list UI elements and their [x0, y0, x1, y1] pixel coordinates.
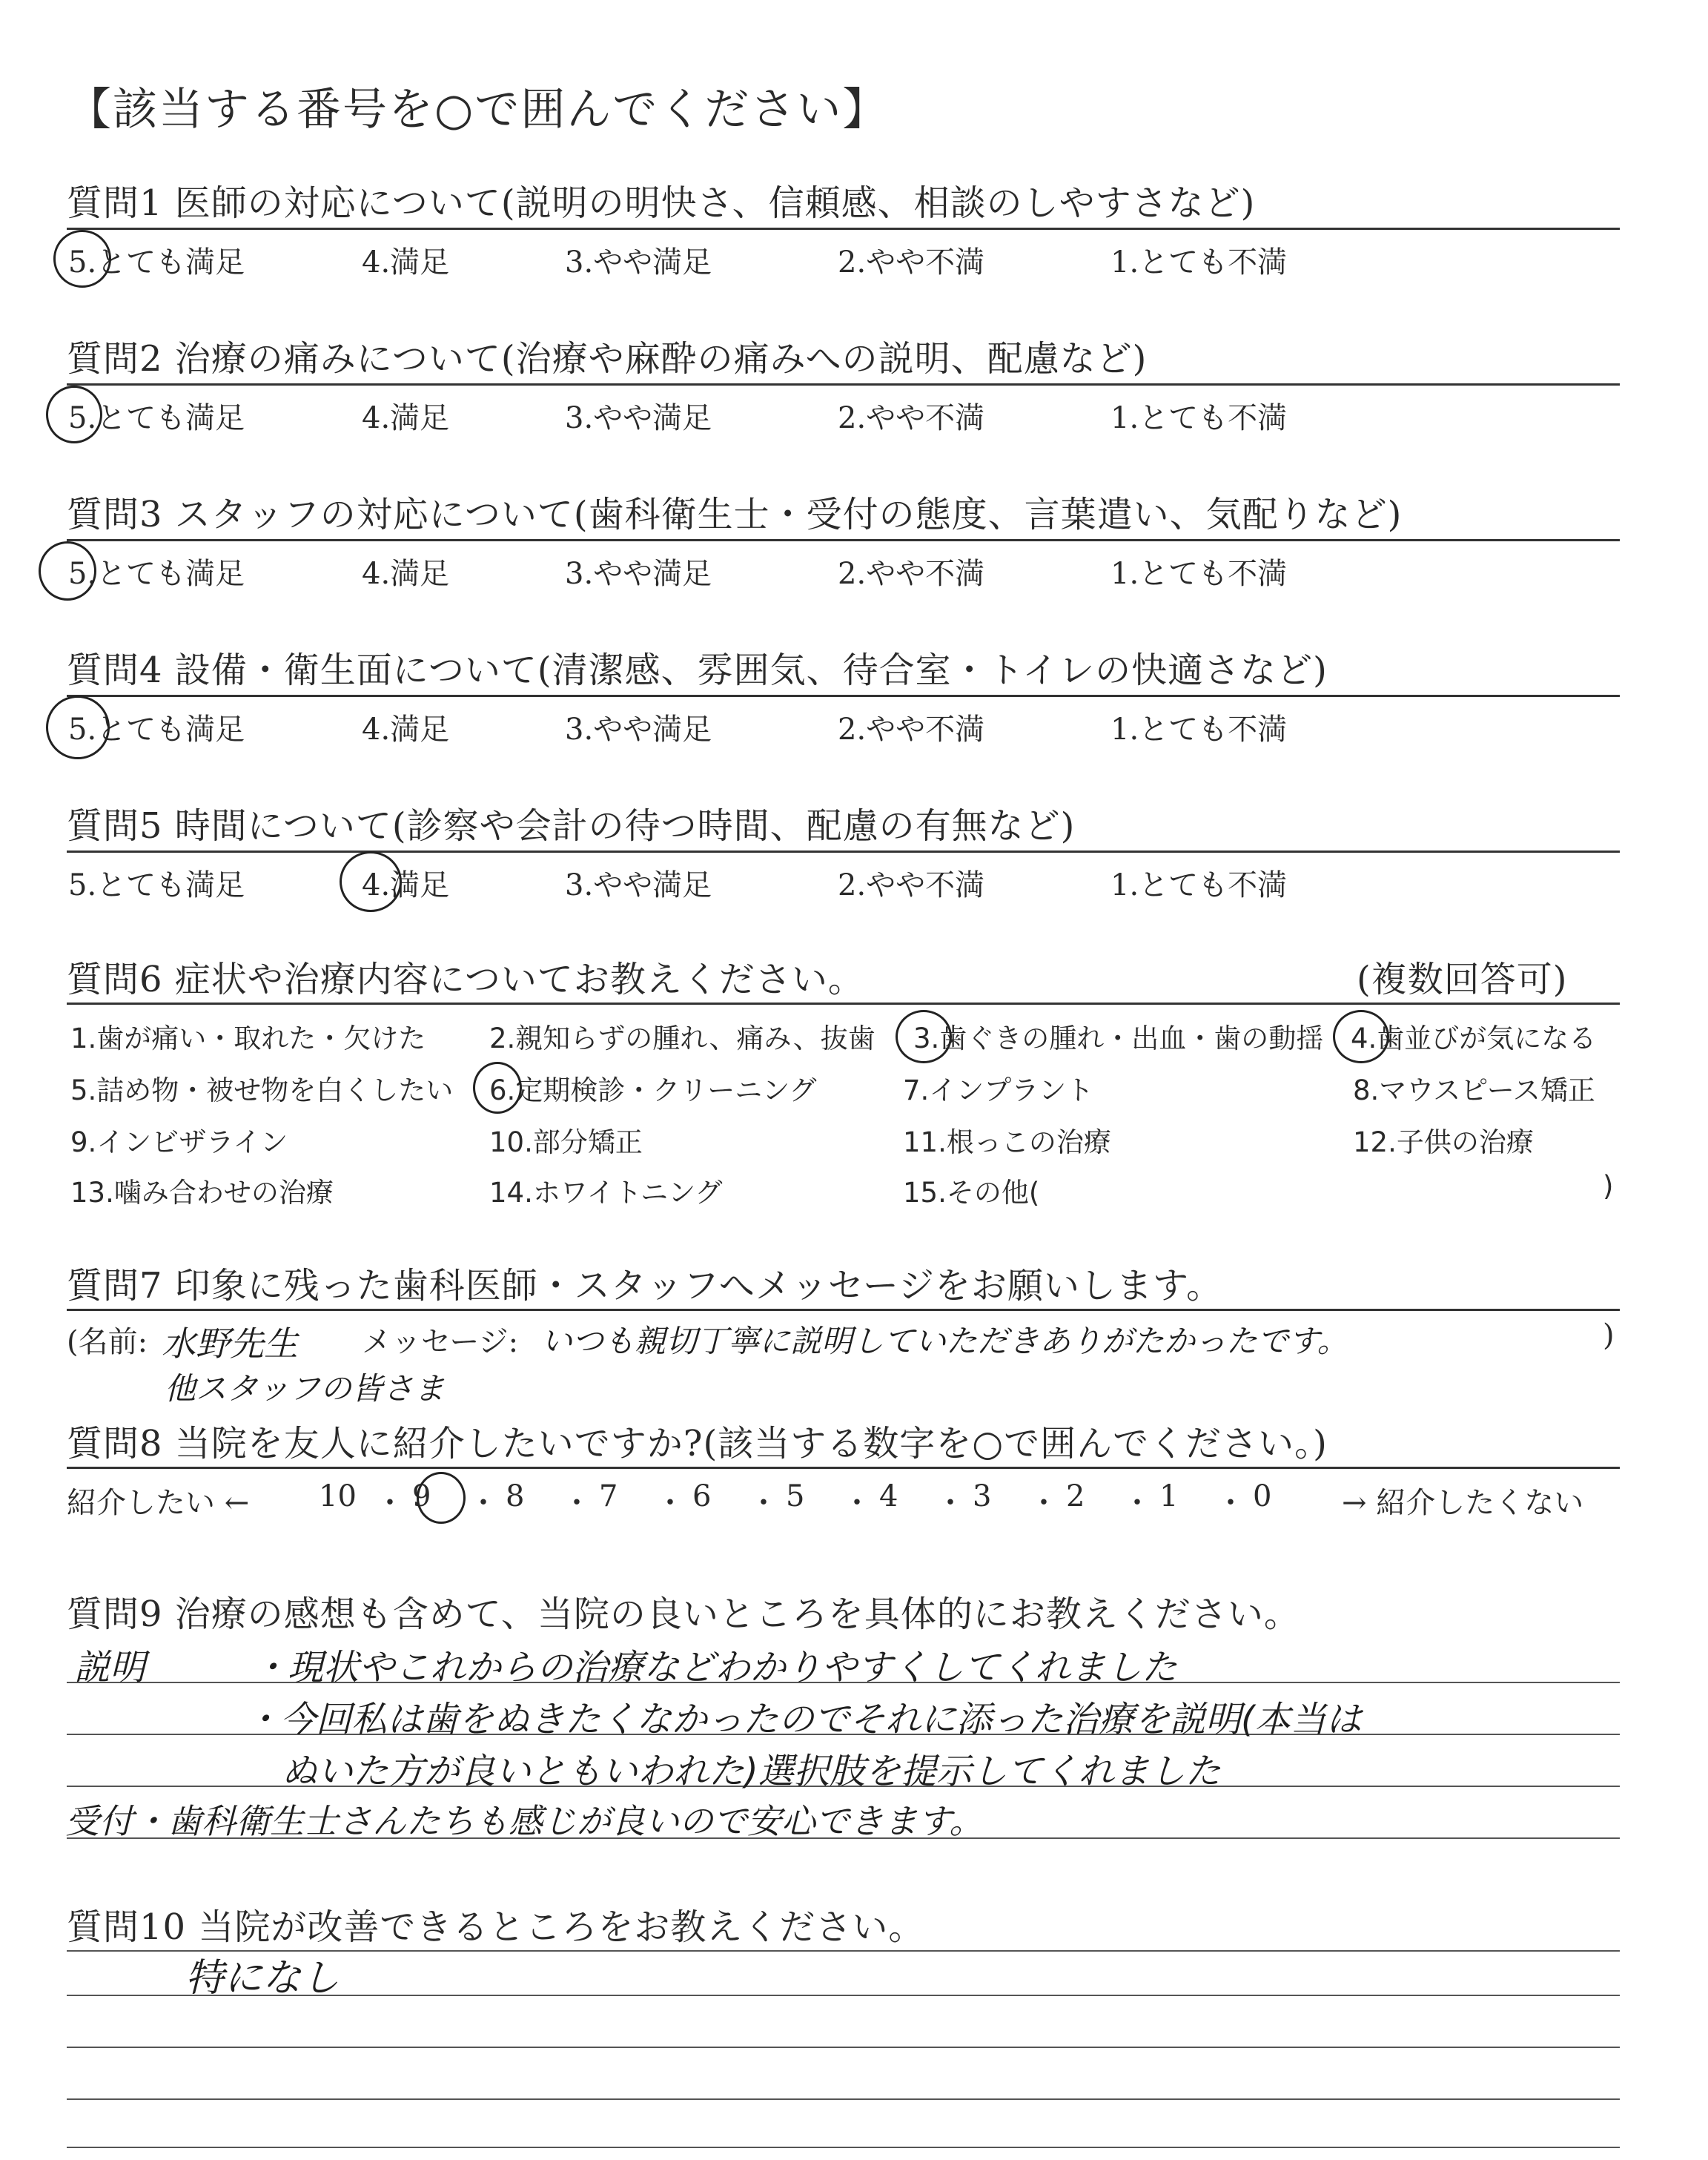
q9-tag[interactable]: 説明: [74, 1647, 146, 1688]
q6-selection-circle-6: [473, 1062, 522, 1114]
q1-opt-5[interactable]: 5.とても満足: [68, 245, 245, 280]
q8-number-2[interactable]: 2: [1066, 1479, 1085, 1513]
q3-opt-2[interactable]: 2.やや不満: [838, 557, 985, 591]
q9-label: 質問9 治療の感想も含めて、当院の良いところを具体的にお教えください。: [67, 1593, 1300, 1635]
q8-number-3[interactable]: 3: [973, 1479, 992, 1513]
q6-opt-13[interactable]: 13.噛み合わせの治療: [70, 1177, 334, 1209]
q2-opt-2[interactable]: 2.やや不満: [838, 401, 985, 435]
q10-label: 質問10 当院が改善できるところをお教えください。: [67, 1906, 925, 1948]
q7-name-label: (名前:: [67, 1325, 148, 1359]
q8-separator: ・: [1216, 1486, 1245, 1520]
q5-opt-3[interactable]: 3.やや満足: [565, 868, 712, 902]
q6-opt-3[interactable]: 3.歯ぐきの腫れ・出血・歯の動揺: [913, 1023, 1324, 1054]
q6-opt-2[interactable]: 2.親知らずの腫れ、痛み、抜歯: [489, 1023, 875, 1054]
q4-label: 質問4 設備・衛生面について(清潔感、雰囲気、待合室・トイレの快適さなど): [67, 650, 1328, 691]
q8-number-4[interactable]: 4: [879, 1479, 898, 1513]
q6-opt-11[interactable]: 11.根っこの治療: [903, 1126, 1111, 1158]
q5-opt-4[interactable]: 4.満足: [362, 868, 450, 902]
q8-number-5[interactable]: 5: [786, 1479, 805, 1513]
q6-opt-14[interactable]: 14.ホワイトニング: [489, 1177, 723, 1209]
q9-line-1[interactable]: ・現状やこれからの治療などわかりやすくしてくれました: [252, 1647, 1178, 1688]
q9-line-2[interactable]: ・今回私は歯をぬきたくなかったのでそれに添った治療を説明(本当は: [245, 1699, 1362, 1740]
q10-answer[interactable]: 特になし: [185, 1956, 340, 2001]
q8-separator: ・: [655, 1486, 685, 1520]
q8-separator: ・: [1122, 1486, 1152, 1520]
q6-opt-6[interactable]: 6.定期検診・クリーニング: [489, 1074, 817, 1106]
q3-opt-5[interactable]: 5.とても満足: [68, 557, 245, 591]
q6-opt-9[interactable]: 9.インビザライン: [70, 1126, 288, 1158]
q6-selection-circle-4: [1333, 1010, 1389, 1063]
q7-close-paren: ): [1603, 1318, 1615, 1353]
q8-separator: ・: [842, 1486, 872, 1520]
q8-number-0[interactable]: 0: [1253, 1479, 1272, 1513]
q8-separator: ・: [469, 1486, 498, 1520]
q1-label: 質問1 医師の対応について(説明の明快さ、信頼感、相談のしやすさなど): [67, 182, 1256, 224]
q8-separator: ・: [375, 1486, 405, 1520]
q2-label: 質問2 治療の痛みについて(治療や麻酔の痛みへの説明、配慮など): [67, 338, 1148, 380]
q7-name-value-2[interactable]: 他スタッフの皆さま: [165, 1370, 446, 1407]
q8-number-1[interactable]: 1: [1159, 1479, 1179, 1513]
q8-number-6[interactable]: 6: [692, 1479, 712, 1513]
q3-opt-1[interactable]: 1.とても不満: [1110, 557, 1288, 591]
q4-opt-2[interactable]: 2.やや不満: [838, 713, 985, 747]
q4-opt-3[interactable]: 3.やや満足: [565, 713, 712, 747]
q2-opt-4[interactable]: 4.満足: [362, 401, 450, 435]
q1-opt-1[interactable]: 1.とても不満: [1110, 245, 1288, 280]
q2-opt-1[interactable]: 1.とても不満: [1110, 401, 1288, 435]
q1-opt-4[interactable]: 4.満足: [362, 245, 450, 280]
q5-label: 質問5 時間について(診察や会計の待つ時間、配慮の有無など): [67, 805, 1076, 847]
q3-selection-circle: [39, 541, 96, 601]
q7-name-value[interactable]: 水野先生: [162, 1324, 298, 1364]
q3-label: 質問3 スタッフの対応について(歯科衛生士・受付の態度、言葉遣い、気配りなど): [67, 494, 1403, 535]
q6-opt-10[interactable]: 10.部分矯正: [489, 1126, 643, 1158]
q8-selection-circle: [417, 1472, 466, 1524]
q6-opt-7[interactable]: 7.インプラント: [903, 1074, 1094, 1106]
q6-selection-circle-3: [896, 1010, 952, 1063]
q4-opt-5[interactable]: 5.とても満足: [68, 713, 245, 747]
q4-opt-4[interactable]: 4.満足: [362, 713, 450, 747]
q6-opt-8[interactable]: 8.マウスピース矯正: [1353, 1074, 1595, 1106]
q2-selection-circle: [46, 386, 102, 443]
q9-line-4[interactable]: 受付・歯科衛生士さんたちも感じが良いので安心できます。: [65, 1801, 984, 1841]
q8-label: 質問8 当院を友人に紹介したいですか?(該当する数字を○で囲んでください。): [67, 1423, 1328, 1464]
q7-label: 質問7 印象に残った歯科医師・スタッフへメッセージをお願いします。: [67, 1265, 1223, 1307]
q6-opt-12[interactable]: 12.子供の治療: [1353, 1126, 1534, 1158]
q2-opt-3[interactable]: 3.やや満足: [565, 401, 712, 435]
q6-opt-15-close: ): [1603, 1170, 1614, 1202]
q8-separator: ・: [562, 1486, 592, 1520]
q8-separator: ・: [749, 1486, 778, 1520]
q6-opt-5[interactable]: 5.詰め物・被せ物を白くしたい: [70, 1074, 454, 1106]
instruction-title: 【該当する番号を○で囲んでください】: [67, 84, 889, 136]
q8-left-label: 紹介したい ←: [67, 1486, 250, 1520]
q4-selection-circle: [46, 696, 110, 759]
q1-opt-3[interactable]: 3.やや満足: [565, 245, 712, 280]
q6-opt-4[interactable]: 4.歯並びが気になる: [1351, 1023, 1597, 1054]
q1-selection-circle: [53, 230, 111, 288]
q4-opt-1[interactable]: 1.とても不満: [1110, 713, 1288, 747]
q8-number-10[interactable]: 10: [319, 1479, 357, 1513]
q6-opt-15[interactable]: 15.その他(: [903, 1177, 1040, 1209]
q7-message-value[interactable]: いつも親切丁寧に説明していただきありがたかったです。: [541, 1323, 1348, 1359]
q7-message-label: メッセージ:: [362, 1325, 519, 1359]
q5-selection-circle: [340, 851, 402, 912]
q5-opt-2[interactable]: 2.やや不満: [838, 868, 985, 902]
q5-opt-1[interactable]: 1.とても不満: [1110, 868, 1288, 902]
q2-opt-5[interactable]: 5.とても満足: [68, 401, 245, 435]
q1-opt-2[interactable]: 2.やや不満: [838, 245, 985, 280]
q8-number-7[interactable]: 7: [599, 1479, 618, 1513]
q3-opt-3[interactable]: 3.やや満足: [565, 557, 712, 591]
q6-opt-1[interactable]: 1.歯が痛い・取れた・欠けた: [70, 1023, 426, 1054]
q9-line-3[interactable]: ぬいた方が良いともいわれた)選択肢を提示してくれました: [282, 1751, 1221, 1792]
q8-separator: ・: [1029, 1486, 1059, 1520]
q5-opt-5[interactable]: 5.とても満足: [68, 868, 245, 902]
q6-note: (複数回答可): [1357, 959, 1568, 1000]
q6-label: 質問6 症状や治療内容についてお教えください。: [67, 959, 864, 1000]
q8-number-9[interactable]: 9: [412, 1479, 431, 1513]
q8-number-8[interactable]: 8: [506, 1479, 525, 1513]
q8-right-label: → 紹介したくない: [1342, 1486, 1584, 1520]
q8-separator: ・: [936, 1486, 965, 1520]
q3-opt-4[interactable]: 4.満足: [362, 557, 450, 591]
